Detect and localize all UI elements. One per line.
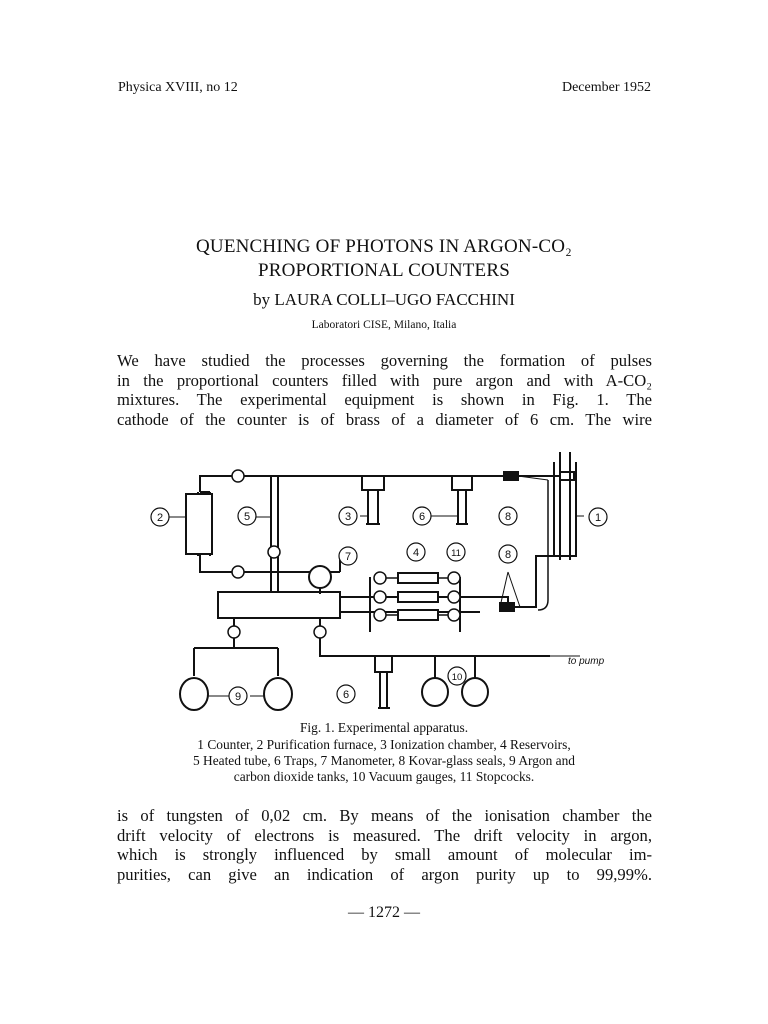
pump-label: to pump <box>568 656 605 667</box>
figure-caption <box>0 737 768 785</box>
marker-7: 7 <box>344 551 352 563</box>
paragraph-1 <box>117 351 652 429</box>
page-number: — 1272 — <box>348 904 420 921</box>
figure-caption-title: Fig. 1. Experimental apparatus. <box>299 720 469 735</box>
marker-6-bottom: 6 <box>342 689 350 701</box>
ionization-chamber <box>362 476 384 524</box>
argon-tank <box>180 678 208 710</box>
marker-10: 10 <box>451 672 463 683</box>
trap-top <box>452 476 472 524</box>
stopcock-icon <box>448 572 460 584</box>
stopcock-icon <box>232 470 244 482</box>
stopcock-icon <box>374 572 386 584</box>
marker-4: 4 <box>412 547 420 559</box>
kovar-seal-icon <box>504 472 518 480</box>
stopcock-icon <box>228 626 240 638</box>
reservoir-1 <box>398 573 438 583</box>
heated-tube <box>271 476 278 600</box>
stopcock-icon <box>374 591 386 603</box>
marker-8-bottom: 8 <box>504 549 512 561</box>
paragraph-2 <box>117 806 652 884</box>
marker-3: 3 <box>344 511 352 523</box>
kovar-line <box>538 480 548 610</box>
trap-bottom <box>375 656 392 708</box>
kovar-seal-icon <box>500 603 514 611</box>
stopcock-icon <box>314 626 326 638</box>
stopcock-icon <box>448 591 460 603</box>
pump-line <box>320 618 550 656</box>
article-title-line-1: QUENCHING OF PHOTONS IN ARGON-CO₂ <box>195 236 572 257</box>
marker-9: 9 <box>234 691 242 703</box>
paragraph-line: which is strongly influenced by small amount of molecular im- <box>117 845 652 864</box>
caption-line: 5 Heated tube, 6 Traps, 7 Manometer, 8 Kovar-glass seals, 9 Argon and <box>192 753 575 768</box>
manometer <box>309 566 331 588</box>
marker-8-top: 8 <box>504 511 512 523</box>
caption-line: 1 Counter, 2 Purification furnace, 3 Ionization chamber, 4 Reservoirs, <box>197 737 571 752</box>
article-title-line-2: PROPORTIONAL COUNTERS <box>257 260 511 281</box>
reservoir-3 <box>398 610 438 620</box>
paragraph-line: in the proportional counters filled with pure argon and with A-CO₂ <box>117 370 652 390</box>
paragraph-line: drift velocity of electrons is measured. The drift velocity in argon, <box>117 825 652 845</box>
stopcock-icon <box>232 566 244 578</box>
vacuum-gauge-2 <box>462 678 488 706</box>
marker-11: 11 <box>451 548 461 559</box>
counter-tube <box>554 452 576 560</box>
stopcock-icon <box>268 546 280 558</box>
apparatus-diagram <box>150 432 610 718</box>
co2-tank <box>264 678 292 710</box>
reservoir-2 <box>398 592 438 602</box>
date-header: December 1952 <box>561 80 651 95</box>
stopcock-icon <box>448 609 460 621</box>
authors: by LAURA COLLI–UGO FACCHINI <box>253 290 515 309</box>
paragraph-line: We have studied the processes governing the formation of pulses <box>117 351 652 370</box>
central-manifold <box>218 592 340 618</box>
paragraph-line: mixtures. The experimental equipment is shown in Fig. 1. The <box>117 390 652 409</box>
label-leaders <box>162 516 584 517</box>
paragraph-line: purities, can give an indication of argon purity up to 99,99%. <box>117 864 652 884</box>
counter-return-line <box>508 556 554 607</box>
paragraph-line: cathode of the counter is of brass of a diameter of 6 cm. The wire <box>117 409 652 429</box>
reservoir-rack <box>340 577 480 632</box>
marker-6-top: 6 <box>418 511 426 523</box>
stopcock-icon <box>374 609 386 621</box>
seal-pointers <box>500 476 548 607</box>
vacuum-gauge-1 <box>422 678 448 706</box>
paragraph-line: is of tungsten of 0,02 cm. By means of the ionisation chamber the <box>117 806 652 825</box>
marker-2: 2 <box>156 512 164 524</box>
marker-1: 1 <box>594 512 602 524</box>
marker-5: 5 <box>243 511 251 523</box>
affiliation: Laboratori CISE, Milano, Italia <box>311 319 457 331</box>
journal-header: Physica XVIII, no 12 <box>118 80 238 95</box>
caption-line: carbon dioxide tanks, 10 Vacuum gauges, 11 Stopcocks. <box>233 769 535 784</box>
purification-furnace <box>186 494 212 554</box>
